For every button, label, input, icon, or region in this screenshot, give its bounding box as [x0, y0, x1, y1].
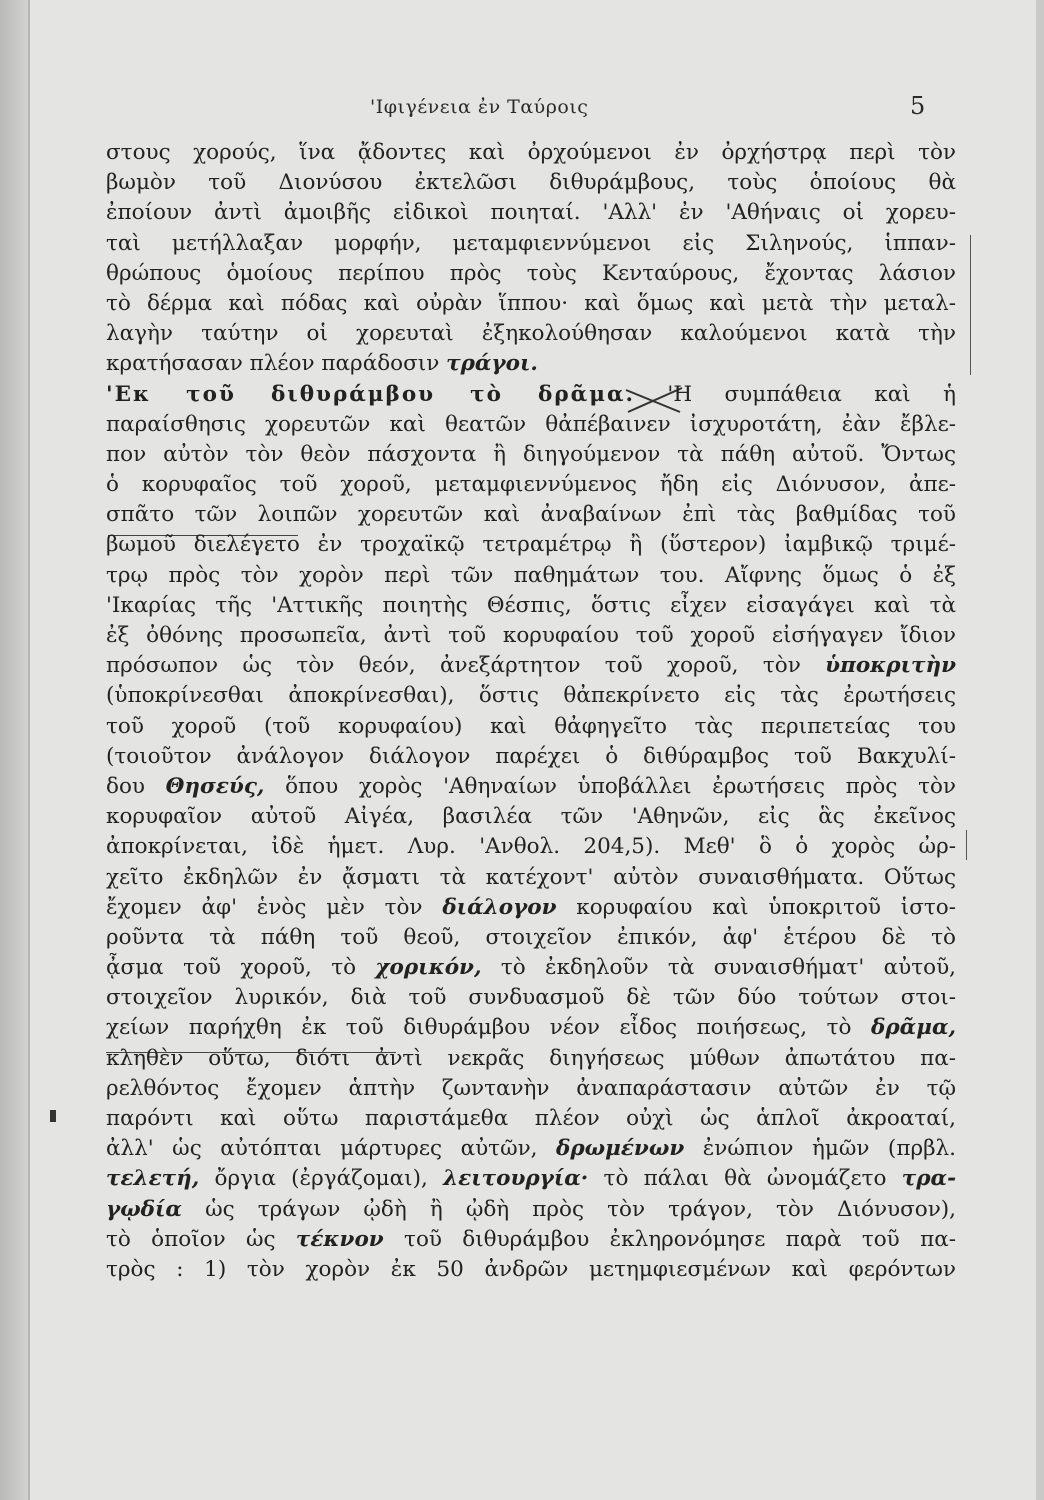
- text-line: [106, 168, 956, 198]
- emphasized-term: τελετή,: [106, 1166, 200, 1192]
- text-segment: πον αὐτὸν τὸν θεὸν πάσχοντα ἢ διηγούμενον τὰ πάθη αὐτοῦ. Ὄντως: [106, 441, 956, 467]
- text-line: [106, 621, 956, 651]
- text-segment: ᾆσμα τοῦ χοροῦ, τὸ: [106, 955, 376, 981]
- text-line: [106, 1044, 956, 1074]
- emphasized-term: διάλογον: [442, 894, 557, 920]
- emphasized-term: χορικόν,: [375, 955, 482, 981]
- text-segment: τοῦ χοροῦ (τοῦ κορυφαίου) καὶ θἀφηγεῖτο τὰς περιπετείας του: [106, 713, 956, 739]
- text-line: [106, 1074, 956, 1104]
- text-line: [106, 1104, 956, 1134]
- text-segment: κρατήσασαν πλέον παράδοσιν: [106, 351, 447, 377]
- text-segment: βωμοῦ διελέγετο ἐν τροχαϊκῷ τετραμέτρῳ ἢ (ὕστερον) ἰαμβικῷ τριμέ-: [106, 532, 956, 558]
- text-line: [106, 500, 956, 530]
- text-segment: 'Η συμπάθεια καὶ ἡ: [634, 381, 956, 407]
- text-line: [106, 772, 956, 802]
- text-segment: ὡς τράγων ᾠδὴ ἢ ᾠδὴ πρὸς τὸν τράγον, τὸν Διόνυσον),: [181, 1196, 956, 1222]
- text-line: [106, 863, 956, 893]
- text-line: [106, 953, 956, 983]
- text-line: [106, 591, 956, 621]
- text-segment: τὸ πάλαι θὰ ὠνομάζετο: [588, 1166, 902, 1192]
- page-header: [30, 92, 1036, 126]
- emphasized-term: δρωμένων: [556, 1136, 685, 1162]
- emphasized-term: ὑποκριτὴν: [825, 653, 956, 679]
- text-segment: τρὸς : 1) τὸν χορὸν ἐκ 50 ἀνδρῶν μετημφιεσμένων καὶ φερόντων: [106, 1256, 956, 1282]
- text-line: [106, 802, 956, 832]
- margin-bracket-mark: [958, 830, 967, 860]
- text-line: [106, 259, 956, 289]
- text-line: [106, 289, 956, 319]
- text-segment: πρόσωπον ὡς τὸν θεόν, ἀνεξάρτητον τοῦ χοροῦ, τὸν: [106, 653, 826, 679]
- text-segment: βωμὸν τοῦ Διονύσου ἐκτελῶσι διθυράμβους, τοὺς ὁποίους θὰ: [106, 170, 956, 196]
- text-line: [106, 1195, 956, 1225]
- text-line: [106, 229, 956, 259]
- text-segment: (ὑποκρίνεσθαι ἀποκρίνεσθαι), ὅστις θἀπεκρίνετο εἰς τὰς ἐρωτήσεις: [106, 683, 956, 709]
- text-line: [106, 983, 956, 1013]
- text-segment: ταὶ μετήλλαξαν μορφήν, μεταμφιεννύμενοι εἰς Σιληνούς, ἱππαν-: [106, 230, 956, 256]
- text-segment: 'Ικαρίας τῆς 'Αττικῆς ποιητὴς Θέσπις, ὅστις εἶχεν εἰσαγάγει καὶ τὰ: [106, 592, 956, 618]
- text-segment: κορυφαίου καὶ ὑποκριτοῦ ἱστο-: [556, 894, 956, 920]
- text-segment: τὸ δέρμα καὶ πόδας καὶ οὐρὰν ἵππου· καὶ ὅμως καὶ μετὰ τὴν μεταλ-: [106, 290, 956, 316]
- text-segment: τρῳ πρὸς τὸν χορὸν περὶ τῶν παθημάτων του. Αἴφνης ὅμως ὁ ἐξ: [106, 562, 956, 588]
- emphasized-term: γῳδία: [106, 1196, 182, 1222]
- text-line: [106, 1225, 956, 1255]
- text-segment: ροῦντα τὰ πάθη τοῦ θεοῦ, στοιχεῖον ἐπικόν, ἀφ' ἑτέρου δὲ τὸ: [106, 924, 956, 950]
- text-segment: ἔχομεν ἀφ' ἑνὸς μὲν τὸν: [106, 894, 443, 920]
- text-line: [106, 530, 956, 560]
- text-segment: ἐξ ὀθόνης προσωπεῖα, ἀντὶ τοῦ κορυφαίου τοῦ χοροῦ εἰσήγαγεν ἴδιον: [106, 623, 956, 648]
- text-segment: παρόντι καὶ οὕτω παριστάμεθα πλέον οὐχὶ ὡς ἁπλοῖ ἀκροαταί,: [106, 1106, 956, 1131]
- margin-bracket-mark: [960, 235, 971, 375]
- text-segment: σπᾶτο τῶν λοιπῶν χορευτῶν καὶ ἀναβαίνων ἐπὶ τὰς βαθμίδας τοῦ: [106, 502, 956, 528]
- text-line: [106, 440, 956, 470]
- book-binding-edge: [0, 0, 28, 1500]
- text-line: [106, 923, 956, 953]
- text-segment: ἐνώπιον ἡμῶν (πρβλ.: [684, 1136, 956, 1162]
- running-title: 'Ιφιγένεια ἐν Ταύροις: [370, 96, 589, 118]
- emphasized-term: τέκνον: [295, 1226, 384, 1252]
- text-segment: στους χορούς, ἵνα ᾄδοντες καὶ ὀρχούμενοι ἐν ὀρχήστρᾳ περὶ τὸν: [106, 140, 956, 165]
- page-number: 5: [910, 92, 926, 120]
- text-line: [106, 380, 956, 410]
- emphasized-term: τρα-: [901, 1166, 956, 1192]
- emphasized-term: λειτουργία·: [443, 1166, 589, 1192]
- text-segment: (τοιοῦτον ἀνάλογον διάλογον παρέχει ὁ διθύραμβος τοῦ Βακχυλί-: [106, 743, 956, 769]
- text-line: [106, 742, 956, 772]
- text-line: [106, 1255, 956, 1285]
- text-line: [106, 681, 956, 711]
- text-segment: ἐποίουν ἀντὶ ἀμοιβῆς εἰδικοὶ ποιηταί. 'Αλλ' ἐν 'Αθήναις οἱ χορευ-: [106, 200, 956, 226]
- text-segment: κληθὲν οὕτω, διότι ἀντὶ νεκρᾶς διηγήσεως μύθων ἀπωτάτου πα-: [106, 1045, 956, 1071]
- text-line: [106, 410, 956, 440]
- text-segment: ὁ κορυφαῖος τοῦ χοροῦ, μεταμφιεννύμενος ἤδη εἰς Διόνυσον, ἀπε-: [106, 472, 956, 498]
- text-segment: χείων παρήχθη ἐκ τοῦ διθυράμβου νέον εἶδος ποιήσεως, τὸ: [106, 1015, 872, 1041]
- text-segment: κορυφαῖον αὐτοῦ Αἰγέα, βασιλέα τῶν 'Αθηνῶν, εἰς ἃς ἐκεῖνος: [106, 804, 956, 830]
- text-segment: τὸ ἐκδηλοῦν τὰ συναισθήματ' αὐτοῦ,: [481, 955, 956, 981]
- emphasized-term: Θησεύς,: [165, 773, 265, 799]
- text-line: [106, 832, 956, 862]
- text-line: [106, 198, 956, 228]
- section-heading: 'Εκ τοῦ διθυράμβου τὸ δρᾶμα.: [106, 381, 635, 407]
- text-line: [106, 138, 956, 168]
- text-line: [106, 1013, 956, 1043]
- text-segment: δου: [106, 773, 166, 799]
- body-text: [106, 138, 956, 1285]
- text-segment: θρώπους ὁμοίους περίπου πρὸς τοὺς Κενταύρους, ἔχοντας λάσιον: [106, 260, 956, 286]
- text-line: [106, 712, 956, 742]
- margin-tick-mark: [50, 1110, 56, 1122]
- text-segment: λαγὴν ταύτην οἱ χορευταὶ ἐξηκολούθησαν καλούμενοι κατὰ τὴν: [106, 321, 956, 347]
- text-line: [106, 319, 956, 349]
- text-line: [106, 1164, 956, 1194]
- emphasized-term: δρᾶμα,: [871, 1015, 956, 1041]
- emphasized-term: τράγοι.: [446, 351, 538, 377]
- text-segment: ρελθόντος ἔχομεν ἁπτὴν ζωντανὴν ἀναπαράστασιν αὐτῶν ἐν τῷ: [106, 1075, 956, 1101]
- text-line: [106, 470, 956, 500]
- text-line: [106, 1134, 956, 1164]
- text-line: [106, 893, 956, 923]
- text-line: [106, 561, 956, 591]
- text-segment: τοῦ διθυράμβου ἐκληρονόμησε παρὰ τοῦ πα-: [383, 1226, 956, 1252]
- text-line: [106, 651, 956, 681]
- text-segment: παραίσθησις χορευτῶν καὶ θεατῶν θἀπέβαινεν ἰσχυροτάτη, ἐὰν ἔβλε-: [106, 411, 956, 437]
- text-segment: ὄργια (ἐργάζομαι),: [199, 1166, 444, 1192]
- text-segment: ὅπου χορὸς 'Αθηναίων ὑποβάλλει ἐρωτήσεις πρὸς τὸν: [264, 773, 956, 799]
- text-segment: χεῖτο ἐκδηλῶν ἐν ᾄσματι τὰ κατέχοντ' αὐτὸν συναισθήματα. Οὕτως: [106, 864, 956, 890]
- text-segment: ἀλλ' ὡς αὐτόπται μάρτυρες αὐτῶν,: [106, 1136, 557, 1162]
- text-segment: ἀποκρίνεται, ἰδὲ ἡμετ. Λυρ. 'Ανθολ. 204,5). Μεθ' ὃ ὁ χορὸς ὠρ-: [106, 834, 956, 860]
- text-segment: τὸ ὁποῖον ὡς: [106, 1226, 296, 1252]
- book-page: [28, 0, 1036, 1500]
- text-segment: στοιχεῖον λυρικόν, διὰ τοῦ συνδυασμοῦ δὲ τῶν δύο τούτων στοι-: [106, 985, 956, 1011]
- text-line: [106, 349, 956, 379]
